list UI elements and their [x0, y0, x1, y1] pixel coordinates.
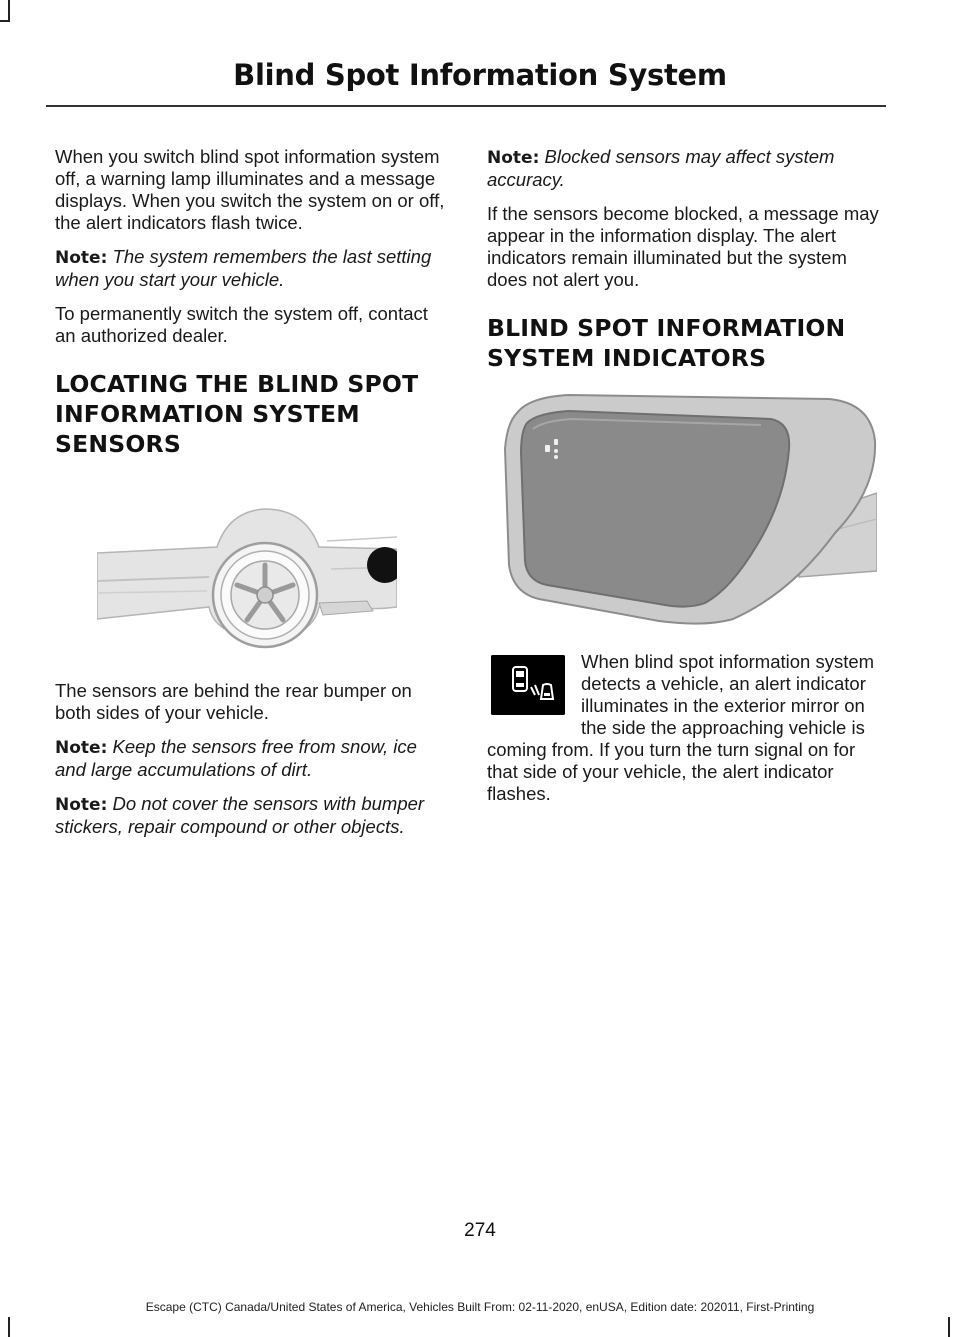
note-keep-free [55, 736, 447, 781]
note-label: Note: [55, 248, 108, 268]
note-label: Note: [487, 148, 540, 168]
note-text: Blocked sensors may affect system accuracy. [487, 146, 835, 190]
heading-locating-sensors: LOCATING THE BLIND SPOT INFORMATION SYSTEM SENSORS [55, 370, 419, 458]
note-label: Note: [55, 738, 108, 758]
title-divider [46, 105, 886, 107]
heading-indicators: BLIND SPOT INFORMATION SYSTEM INDICATORS [487, 314, 846, 372]
right-column [487, 146, 881, 805]
page-number: 274 [464, 1220, 496, 1241]
paragraph-sensors-blocked: If the sensors become blocked, a message may appear in the information display. The alert indicators remain illuminated but the system does not alert you. [487, 203, 879, 290]
page-footer: Escape (CTC) Canada/United States of America, Vehicles Built From: 02-11-2020, enUSA, Edition date: 202011, First-Printing [145, 1300, 815, 1314]
crop-mark-top-left [8, 0, 10, 20]
note-remembers-setting [55, 246, 447, 291]
indicator-description [487, 651, 881, 805]
paragraph-permanently-off: To permanently switch the system off, contact an authorized dealer. [55, 303, 428, 346]
crop-mark-bottom-right [948, 1317, 950, 1337]
note-do-not-cover [55, 793, 447, 838]
left-column [55, 146, 447, 850]
paragraph-switch-off: When you switch blind spot information system off, a warning lamp illuminates and a message displays. When you switch the system on or off, the alert indicators flash twice. [55, 146, 445, 233]
note-text: The system remembers the last setting when you start your vehicle. [55, 246, 432, 290]
rear-bumper-sensor-illustration [97, 507, 397, 650]
exterior-mirror-illustration [499, 389, 877, 627]
note-text: Keep the sensors free from snow, ice and large accumulations of dirt. [55, 736, 417, 780]
crop-mark-top-left-h [0, 20, 10, 22]
paragraph-sensor-location: The sensors are behind the rear bumper on both sides of your vehicle. [55, 680, 412, 723]
blind-spot-alert-icon [491, 655, 565, 715]
note-label: Note: [55, 795, 108, 815]
page-title: Blind Spot Information System [233, 58, 727, 92]
crop-mark-bottom-left [8, 1317, 10, 1337]
paragraph-indicator-alert: When blind spot information system detects a vehicle, an alert indicator illuminates in the exterior mirror on the side the approaching vehicle is coming from. If you turn the turn signal on for that side of your vehicle, the alert indicator flashes. [487, 651, 875, 804]
note-blocked-sensors [487, 146, 881, 191]
note-text: Do not cover the sensors with bumper stickers, repair compound or other objects. [55, 793, 425, 837]
